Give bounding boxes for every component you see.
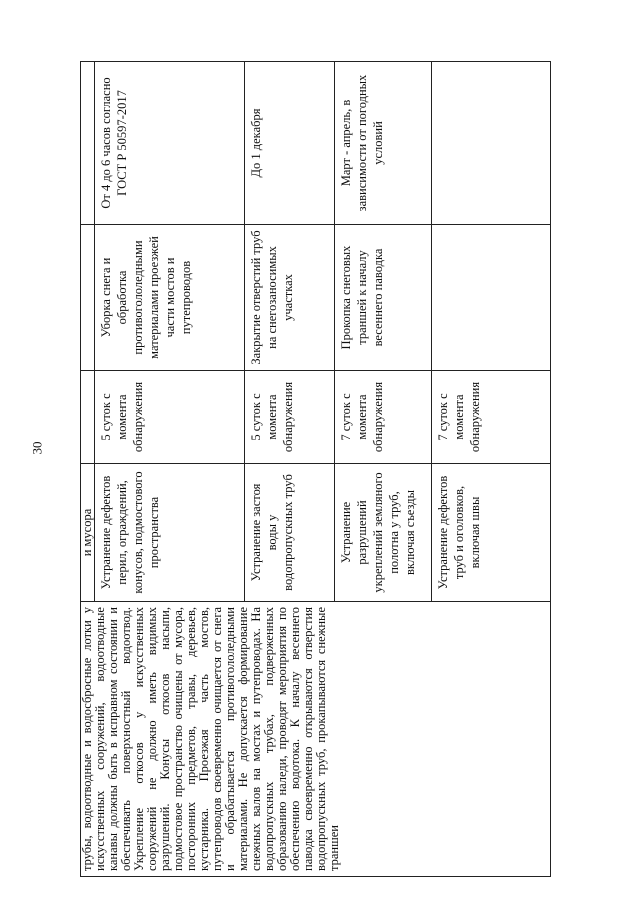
work-cell-continued <box>81 225 95 371</box>
term-cell-continued <box>81 371 95 464</box>
period-cell: От 4 до 6 часов согласно ГОСТ Р 50597-2017 <box>95 62 245 225</box>
term-cell: 5 суток с момента обнаружения <box>245 371 335 464</box>
rotated-table-wrapper <box>80 62 550 877</box>
table-row <box>81 62 95 877</box>
term-cell: 5 суток с момента обнаружения <box>95 371 245 464</box>
work-cell <box>432 225 551 371</box>
work-cell: Прокопка снеговых траншей к началу весеннего паводка <box>335 225 432 371</box>
page-number: 30 <box>29 441 45 455</box>
period-cell-continued <box>81 62 95 225</box>
defect-cell: Устранение застоя воды у водопропускных труб <box>245 464 335 602</box>
defect-cell-continued: и мусора <box>81 464 95 602</box>
requirements-cell: трубы, водоотводные и водосбросные лотки у искусственных сооружений, водоотводные канавы должны быть в исправном состоянии и обеспечивать поверхностный водоотвод. Укрепление откосов у искусственных сооружений не должно иметь видимых разрушений. Конусы откосов насыпи, подмостовое пространство очищены от мусора, посторонних предметов, травы, деревьев, кустарника. Проезжая часть мостов, путепроводов своевременно очищается от снега и обрабатывается противогололедными материалами. Не допускается формирование снежных валов на мостах и путепроводах. На водопропускных трубах, подверженных образованию наледи, проводят мероприятия по обеспечению водотока. К началу весеннего паводка своевременно открываются отверстия водопропускных труб, прокапываются снежные траншеи <box>81 602 551 877</box>
defect-cell: Устранение дефектов труб и оголовков, включая швы <box>432 464 551 602</box>
defect-cell: Устранение разрушений укреплений земляного полотна у труб, включая съезды <box>335 464 432 602</box>
maintenance-table <box>80 61 551 877</box>
term-cell: 7 суток с момента обнаружения <box>432 371 551 464</box>
term-cell: 7 суток с момента обнаружения <box>335 371 432 464</box>
defect-cell: Устранение дефектов перил, ограждений, конусов, подмостового пространства <box>95 464 245 602</box>
work-cell: Закрытие отверстий труб на снегозаносимых участках <box>245 225 335 371</box>
period-cell <box>432 62 551 225</box>
work-cell: Уборка снега и обработка противогололедными материалами проезжей части мостов и путепроводов <box>95 225 245 371</box>
period-cell: До 1 декабря <box>245 62 335 225</box>
period-cell: Март - апрель, в зависимости от погодных условий <box>335 62 432 225</box>
